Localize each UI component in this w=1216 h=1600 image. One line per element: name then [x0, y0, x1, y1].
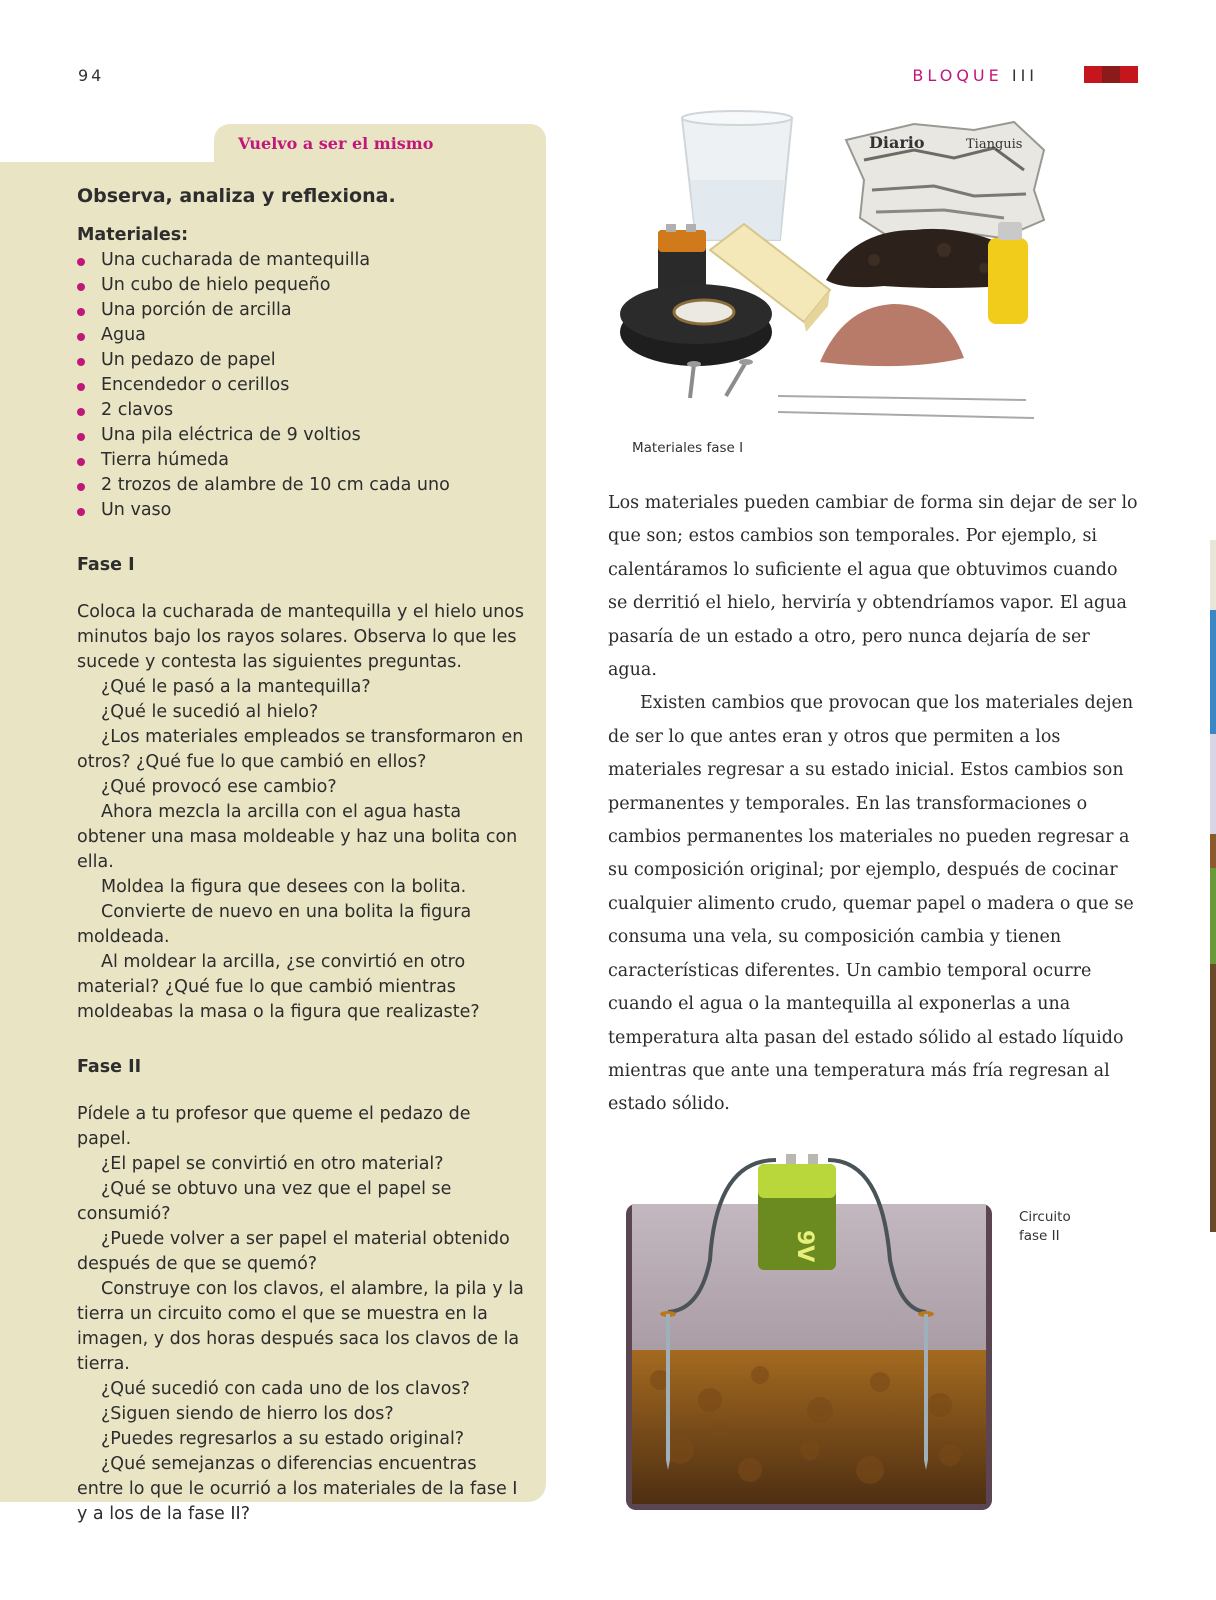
circuit-svg [620, 1150, 1010, 1520]
materials-item: 2 trozos de alambre de 10 cm cada uno [77, 473, 527, 498]
materials-item: Una porción de arcilla [77, 298, 527, 323]
phase2-line: ¿Qué semejanzas o diferencias encuentras entre lo que le ocurrió a los materiales de la fase I y a los de la fase II? [77, 1454, 518, 1524]
materials-item: Agua [77, 323, 527, 348]
phase2-line: ¿Siguen siendo de hierro los dos? [101, 1404, 394, 1424]
bloque-number: III [1011, 66, 1038, 85]
phase1-line: Moldea la figura que desees con la bolita. [101, 877, 467, 897]
bloque-color-squares [1084, 66, 1138, 83]
bloque-square-2 [1102, 66, 1120, 83]
phase1-line: Ahora mezcla la arcilla con el agua hasta obtener una masa moldeable y haz una bolita con ella. [77, 802, 518, 872]
edge-strip-1 [1210, 540, 1216, 610]
phase2-intro: Pídele a tu profesor que queme el pedazo de papel. [77, 1104, 471, 1149]
circuit-caption: Circuito fase II [1019, 1209, 1071, 1244]
materials-item: Tierra húmeda [77, 448, 527, 473]
activity-title: Vuelvo a ser el mismo [238, 134, 434, 153]
circuit-illustration [620, 1150, 1010, 1520]
materials-caption: Materiales fase I [632, 440, 744, 456]
phase1-line: ¿Qué le pasó a la mantequilla? [101, 677, 371, 697]
activity-heading: Observa, analiza y reflexiona. [77, 185, 396, 207]
phase2-title: Fase II [77, 1057, 142, 1077]
newspaper-text-2: Tianguis [966, 137, 1023, 152]
edge-strip-4 [1210, 834, 1216, 868]
phase1-line: Convierte de nuevo en una bolita la figura moldeada. [77, 902, 472, 947]
phase2-line: ¿Puedes regresarlos a su estado original? [101, 1429, 465, 1449]
body-paragraph-2: Existen cambios que provocan que los materiales dejen de ser lo que antes eran y otros que permiten a los materiales regresar a su estado inicial. Estos cambios son permanentes y temporales. En las transformaciones o cambios permanentes los materiales no pueden regresar a su composición original; por ejemplo, después de cocinar cualquier alimento crudo, quemar papel o madera o que se consuma una vela, su composición cambia y tienen características diferentes. Un cambio temporal ocurre cuando el agua o la mantequilla al exponerlas a una temperatura alta pasan del estado sólido al estado líquido mientras que ante una temperatura más fría regresan al estado sólido. [608, 693, 1134, 1115]
bloque-label [912, 66, 1038, 85]
materials-photo-svg [614, 100, 1112, 430]
phase1-line: Al moldear la arcilla, ¿se convirtió en otro material? ¿Qué fue lo que cambió mientras moldeabas la masa o la figura que realizaste? [77, 952, 480, 1022]
phase1-title: Fase I [77, 555, 135, 575]
soil-layer [632, 1350, 986, 1504]
cup-illustration [682, 111, 792, 240]
phase2-line: ¿Qué sucedió con cada uno de los clavos? [101, 1379, 470, 1399]
body-paragraph-1: Los materiales pueden cambiar de forma sin dejar de ser lo que son; estos cambios son temporales. Por ejemplo, si calentáramos lo suficiente el agua que obtuvimos cuando se derritió el hielo, herviría y obtendríamos vapor. El agua pasaría de un estado a otro, pero nunca dejaría de ser agua. [608, 493, 1138, 681]
phase2-line: ¿Puede volver a ser papel el material obtenido después de que se quemó? [77, 1229, 510, 1274]
nails-illustration [687, 359, 753, 398]
tape-illustration [620, 284, 772, 366]
phase1-line: ¿Los materiales empleados se transformaron en otros? ¿Qué fue lo que cambió en ellos? [77, 727, 524, 772]
materials-item: Una cucharada de mantequilla [77, 248, 527, 273]
edge-strip-5 [1210, 868, 1216, 964]
newspaper-text-1: Diario [869, 133, 925, 152]
edge-strip-6 [1210, 964, 1216, 1232]
clay-powder-illustration [820, 304, 964, 366]
page-number: 94 [78, 66, 105, 85]
phase1-intro: Coloca la cucharada de mantequilla y el hielo unos minutos bajo los rayos solares. Observa lo que les sucede y contesta las siguientes preguntas. [77, 602, 524, 672]
activity-content [77, 184, 527, 1527]
battery-label: 9V [792, 1230, 817, 1263]
phase2-line: ¿Qué se obtuvo una vez que el papel se consumió? [77, 1179, 452, 1224]
materials-list [77, 248, 527, 523]
edge-strip-2 [1210, 610, 1216, 734]
edge-strip-3 [1210, 734, 1216, 834]
materials-item: Un pedazo de papel [77, 348, 527, 373]
materials-item: 2 clavos [77, 398, 527, 423]
phase1-line: ¿Qué le sucedió al hielo? [101, 702, 319, 722]
materials-item: Un vaso [77, 498, 527, 523]
bloque-word: BLOQUE [912, 66, 1003, 85]
body-text [608, 487, 1138, 1122]
materials-item: Encendedor o cerillos [77, 373, 527, 398]
phase1-line: ¿Qué provocó ese cambio? [101, 777, 337, 797]
materials-photo [614, 100, 1112, 430]
materials-label: Materiales: [77, 225, 189, 245]
materials-item: Un cubo de hielo pequeño [77, 273, 527, 298]
bloque-square-1 [1084, 66, 1102, 83]
phase2-line: Construye con los clavos, el alambre, la pila y la tierra un circuito como el que se muestra en la imagen, y dos horas después saca los clavos de la tierra. [77, 1279, 524, 1374]
bloque-square-3 [1120, 66, 1138, 83]
phase2-line: ¿El papel se convirtió en otro material? [101, 1154, 444, 1174]
wires-illustration [778, 396, 1034, 418]
battery-9v-illustration [758, 1154, 836, 1270]
materials-item: Una pila eléctrica de 9 voltios [77, 423, 527, 448]
activity-panel-corner [528, 124, 546, 164]
